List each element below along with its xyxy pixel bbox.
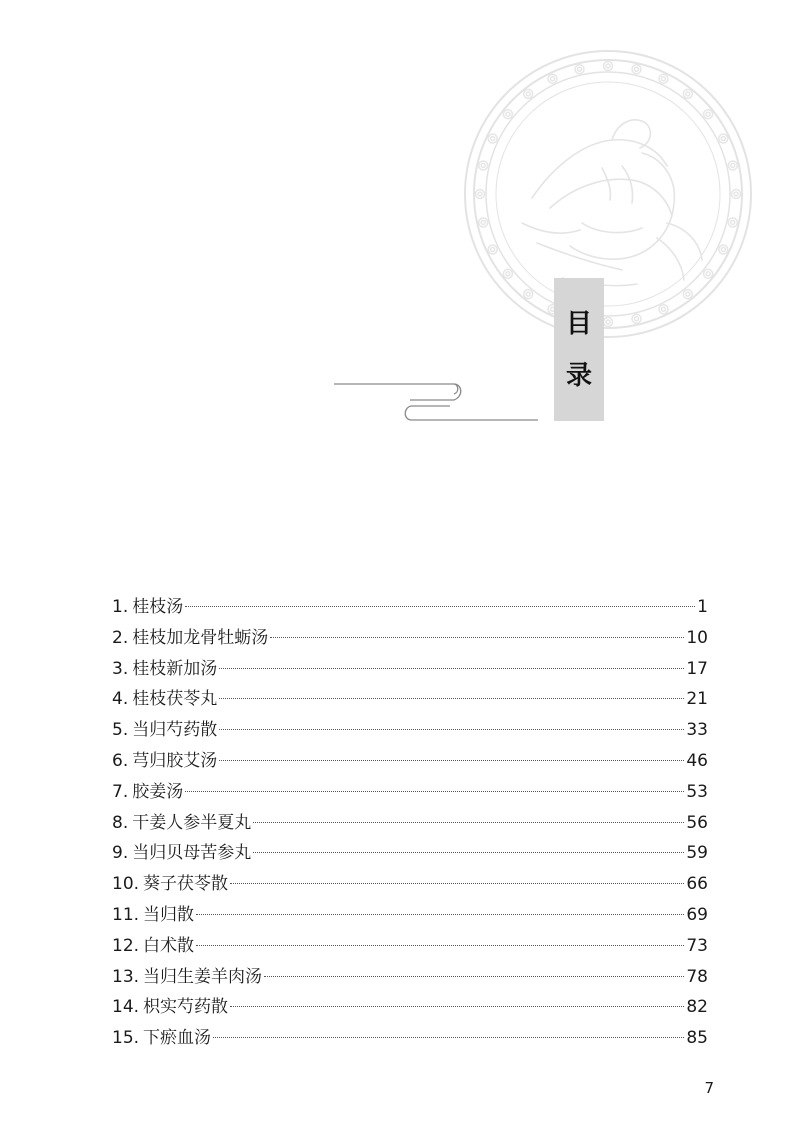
toc-entry-page: 21 [686,689,708,710]
dot-leader [264,976,684,977]
phoenix-medallion-icon [462,48,754,340]
toc-entry-title: 当归芍药散 [132,720,218,741]
toc-entry[interactable] [112,808,708,839]
toc-entry-number: 2. [112,627,129,648]
toc-entry-number: 11. [112,904,140,925]
toc-entry-title: 干姜人参半夏丸 [132,812,252,833]
toc-entry-number: 8. [112,812,129,833]
toc-entry-page: 56 [686,812,708,833]
toc-entry[interactable] [112,654,708,685]
toc-entry-number: 1. [112,597,129,617]
dot-leader [230,883,684,884]
toc-entry-page: 10 [686,627,708,648]
dot-leader [219,668,684,669]
toc-entry-number: 13. [112,966,140,987]
toc-entry-title: 当归生姜羊肉汤 [143,966,263,987]
toc-entry-title: 当归贝母苦参丸 [132,843,252,864]
toc-entry-title: 桂枝新加汤 [132,658,218,679]
toc-entry-number: 5. [112,720,129,741]
toc-entry-number: 4. [112,689,129,710]
toc-entry-number: 3. [112,658,129,679]
toc-entry-page: 46 [686,750,708,771]
toc-entry-page: 59 [686,843,708,864]
toc-entry[interactable] [112,900,708,931]
toc-entry-title: 芎归胶艾汤 [132,750,218,771]
toc-entry-title: 桂枝加龙骨牡蛎汤 [132,627,269,648]
toc-entry[interactable] [112,838,708,869]
toc-entry-title: 当归散 [143,904,195,925]
scroll-divider-icon [330,378,542,426]
dot-leader [185,606,695,607]
toc-entry-page: 85 [686,1028,708,1049]
toc-entry-title: 胶姜汤 [132,781,184,802]
toc-entry[interactable] [112,962,708,993]
toc-entry-page: 53 [686,781,708,802]
dot-leader [230,1006,684,1007]
toc-entry[interactable] [112,777,708,808]
toc-entry-page: 82 [686,997,708,1018]
page-number: 7 [704,1079,714,1097]
toc-entry-page: 78 [686,966,708,987]
toc-entry[interactable] [112,746,708,777]
toc-entry-title: 桂枝茯苓丸 [132,689,218,710]
dot-leader [196,945,684,946]
toc-entry[interactable] [112,931,708,962]
toc-entry-page: 73 [686,935,708,956]
dot-leader [253,822,684,823]
dot-leader [219,698,684,699]
dot-leader [196,914,684,915]
contents-heading [554,278,604,421]
toc-entry-number: 7. [112,781,129,802]
toc-entry-title: 下瘀血汤 [143,1028,212,1049]
dot-leader [270,637,684,638]
toc-entry[interactable] [112,715,708,746]
toc-entry[interactable] [112,869,708,900]
heading-char: 目 [565,308,592,339]
dot-leader [253,852,684,853]
toc-entry-number: 12. [112,935,140,956]
toc-entry-number: 14. [112,997,140,1018]
toc-entry-number: 9. [112,843,129,864]
toc-entry-title: 桂枝汤 [132,597,184,617]
toc-entry[interactable] [112,623,708,654]
toc-entry-number: 15. [112,1028,140,1049]
toc-entry[interactable] [112,1023,708,1054]
toc-entry-number: 6. [112,750,129,771]
toc-entry-page: 1 [697,597,708,617]
dot-leader [219,760,684,761]
dot-leader [213,1037,684,1038]
toc-entry-page: 66 [686,874,708,895]
toc-entry[interactable] [112,684,708,715]
toc-entry[interactable] [112,992,708,1023]
heading-char: 录 [565,360,592,391]
toc-entry-title: 枳实芍药散 [143,997,229,1018]
dot-leader [219,729,684,730]
dot-leader [185,791,684,792]
toc-entry-page: 17 [686,658,708,679]
toc-entry[interactable] [112,592,708,623]
toc-entry-page: 33 [686,720,708,741]
table-of-contents [112,592,708,1054]
toc-entry-page: 69 [686,904,708,925]
toc-entry-title: 白术散 [143,935,195,956]
toc-entry-title: 葵子茯苓散 [143,874,229,895]
toc-entry-number: 10. [112,874,140,895]
